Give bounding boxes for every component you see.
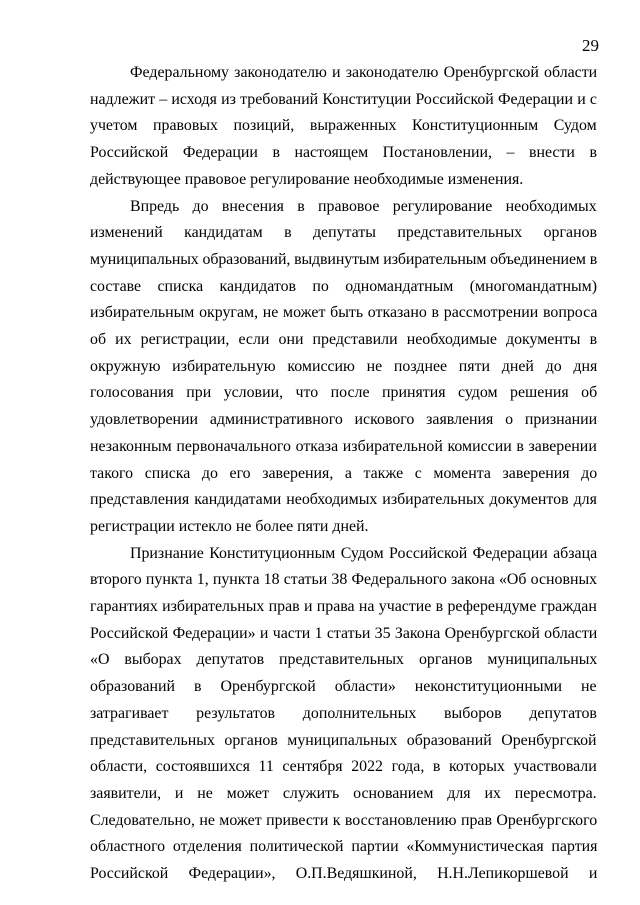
text-line: представления кандидатами необходимых избирательных документов для: [90, 491, 597, 509]
text-line: удовлетворении административного искового заявления о признании: [90, 411, 598, 429]
text-line: учетом правовых позиций, выраженных Конституционным Судом: [90, 117, 597, 135]
paragraph-3: [90, 541, 597, 888]
text-line: образований в Оренбургской области» неконституционными не: [90, 678, 597, 696]
text-line: второго пункта 1, пункта 18 статьи 38 Федерального закона «Об основных: [90, 571, 598, 589]
text-line: гарантиях избирательных прав и права на участие в референдуме граждан: [90, 598, 597, 616]
text-line: незаконным первоначального отказа избирательной комиссии в заверении: [90, 437, 597, 455]
text-line: затрагивает результатов дополнительных выборов депутатов: [90, 704, 597, 722]
text-line: Впредь до внесения в правовое регулирование необходимых: [130, 197, 597, 215]
document-body: [90, 60, 597, 888]
text-line: голосования при условии, что после принятия судом решения об: [90, 384, 598, 402]
text-line: об их регистрации, если они представили необходимые документы в: [90, 331, 598, 349]
text-line: Российской Федерации», О.П.Ведяшкиной, Н.Н.Лепикоршевой и: [90, 865, 598, 883]
text-line: представительных органов муниципальных образований Оренбургской: [90, 731, 597, 749]
text-line: окружную избирательную комиссию не позднее пяти дней до дня: [90, 357, 598, 375]
text-line: «О выборах депутатов представительных органов муниципальных: [90, 651, 598, 669]
text-line: Следовательно, не может привести к восстановлению прав Оренбургского: [90, 811, 598, 829]
text-line: Российской Федерации» и части 1 статьи 35 Закона Оренбургской области: [90, 624, 598, 642]
text-line: действующее правовое регулирование необходимые изменения.: [90, 170, 524, 188]
text-line: муниципальных образований, выдвинутым избирательным объединением в: [90, 250, 598, 268]
page-number: 29: [582, 36, 599, 55]
paragraph-2: [90, 194, 597, 541]
text-line: составе списка кандидатов по одномандатным (многомандатным): [90, 277, 597, 295]
text-line: Признание Конституционным Судом Российской Федерации абзаца: [130, 544, 598, 562]
text-line: избирательным округам, не может быть отказано в рассмотрении вопроса: [90, 304, 598, 322]
text-line: области, состоявшихся 11 сентября 2022 года, в которых участвовали: [90, 758, 597, 776]
text-line: регистрации истекло не более пяти дней.: [90, 517, 369, 535]
paragraph-1: [90, 60, 597, 194]
text-line: заявители, и не может служить основанием для их пересмотра.: [90, 784, 597, 802]
text-line: изменений кандидатам в депутаты представительных органов: [90, 224, 598, 242]
text-line: такого списка до его заверения, а также с момента заверения до: [90, 464, 598, 482]
text-line: надлежит – исходя из требований Конституции Российской Федерации и с: [90, 90, 597, 108]
text-line: областного отделения политической партии «Коммунистическая партия: [90, 838, 598, 856]
text-line: Российской Федерации в настоящем Постановлении, – внести в: [90, 144, 597, 162]
text-line: Федеральному законодателю и законодателю Оренбургской области: [130, 64, 598, 81]
